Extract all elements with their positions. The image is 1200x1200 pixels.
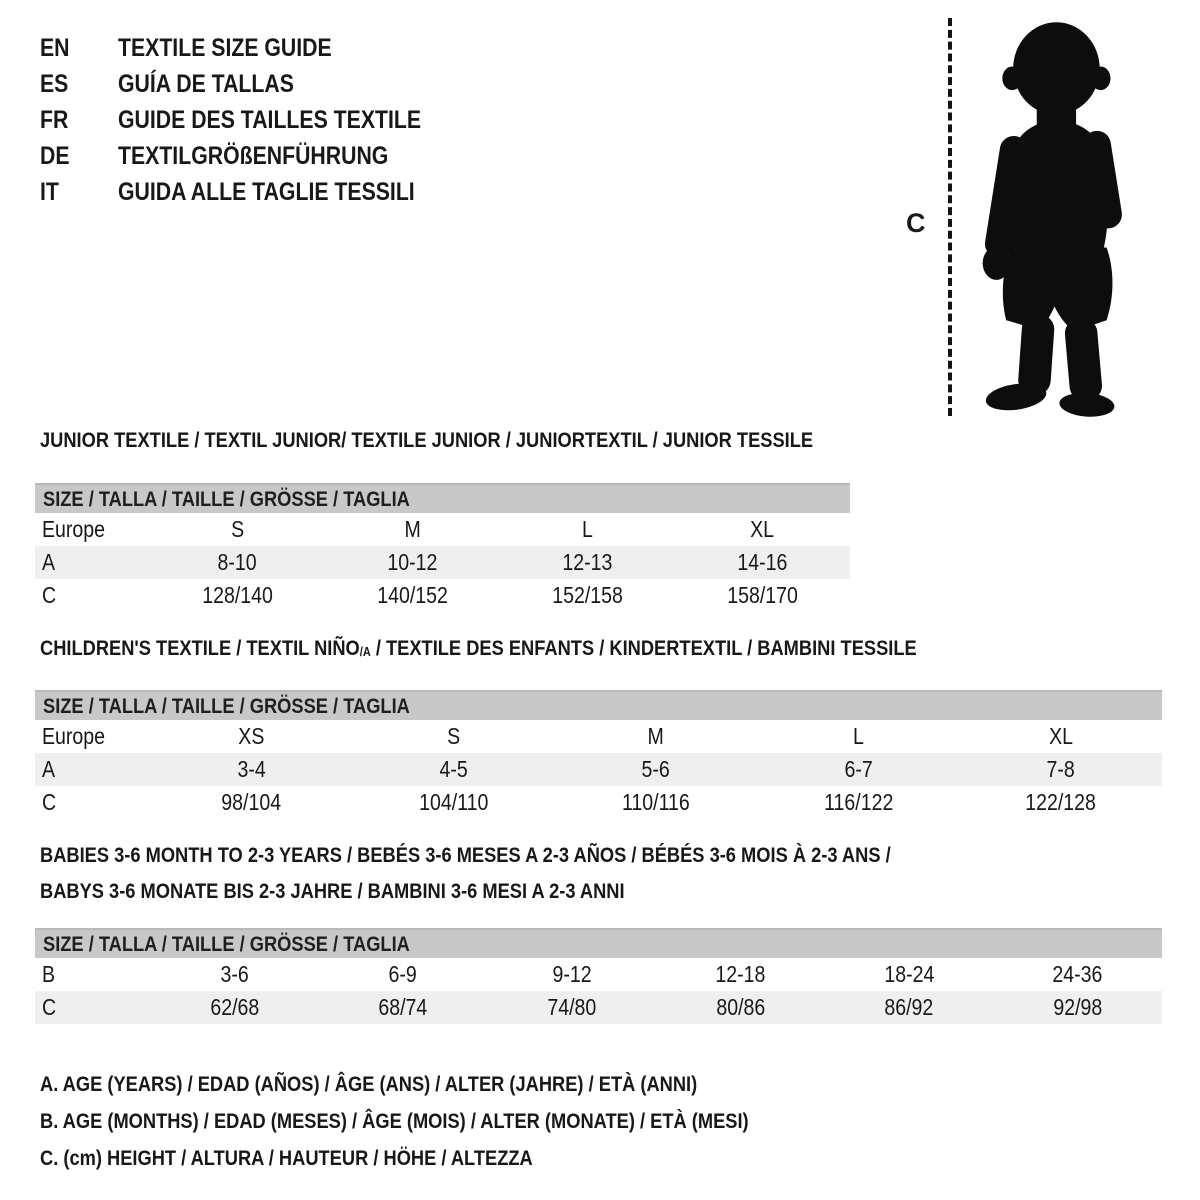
size-cell <box>150 516 325 543</box>
cell-text: 10-12 <box>387 549 438 575</box>
cell-text: 18-24 <box>883 961 934 987</box>
language-title-list <box>40 30 475 210</box>
table-row-height-cm <box>35 991 1162 1024</box>
row-label-text: Europe <box>42 723 106 749</box>
cell-text: S <box>447 723 461 749</box>
size-cell <box>960 723 1162 750</box>
size-cell <box>150 723 352 750</box>
cell-text: 14-16 <box>737 549 788 575</box>
cell-text: 68/74 <box>378 994 428 1020</box>
lang-row-fr <box>40 102 475 138</box>
cell-text: 6-7 <box>844 756 873 782</box>
size-header-bar <box>35 483 850 513</box>
age-cell <box>352 756 554 783</box>
height-cell <box>825 994 994 1021</box>
height-cell <box>500 582 675 609</box>
row-label-text: Europe <box>42 516 106 542</box>
lang-code <box>40 34 118 63</box>
table-row-europe <box>35 720 1162 753</box>
children-title-post: / TEXTILE DES ENFANTS / KINDERTEXTIL / BAMBINI TESSILE <box>370 636 917 660</box>
row-label <box>35 961 150 988</box>
table-row-height-cm <box>35 786 1162 819</box>
size-header-text: SIZE / TALLA / TAILLE / GRÖSSE / TAGLIA <box>43 486 410 511</box>
cell-text: 62/68 <box>209 994 259 1020</box>
height-cell <box>555 789 757 816</box>
height-cell <box>150 994 319 1021</box>
cell-text: 6-9 <box>388 961 418 987</box>
size-cell <box>325 516 500 543</box>
row-label-text: C <box>42 789 57 815</box>
size-cell <box>757 723 959 750</box>
legend-text: C. (cm) HEIGHT / ALTURA / HAUTEUR / HÖHE / ALTEZZA <box>40 1146 533 1170</box>
legend-age-years <box>40 1066 874 1103</box>
table-row-age-months <box>35 958 1162 991</box>
age-cell <box>993 961 1162 988</box>
age-cell <box>325 549 500 576</box>
age-cell <box>555 756 757 783</box>
row-label <box>35 723 150 750</box>
legend <box>40 1066 874 1177</box>
table-row-age-years <box>35 753 1162 786</box>
cell-text: S <box>230 516 245 542</box>
height-cell <box>675 582 850 609</box>
cell-text: 80/86 <box>715 994 765 1020</box>
junior-size-table <box>35 483 850 612</box>
cell-text: M <box>647 723 665 749</box>
children-section-title <box>40 636 1071 661</box>
height-cell <box>352 789 554 816</box>
cell-text: 5-6 <box>641 756 671 782</box>
lang-label <box>118 34 369 63</box>
cell-text: 12-13 <box>562 549 613 575</box>
children-title-text <box>40 636 917 661</box>
baby-silhouette-icon <box>963 14 1140 418</box>
legend-age-months <box>40 1103 874 1140</box>
cell-text: 12-18 <box>715 961 766 987</box>
cell-text: 116/122 <box>823 789 894 815</box>
lang-code <box>40 106 118 135</box>
lang-row-es <box>40 66 475 102</box>
height-marker-label: C <box>906 208 926 238</box>
lang-label-text: TEXTILE SIZE GUIDE <box>118 33 332 62</box>
cell-text: 110/116 <box>622 789 690 815</box>
cell-text: 9-12 <box>552 961 592 987</box>
cell-text: 7-8 <box>1046 756 1075 782</box>
age-cell <box>150 756 352 783</box>
cell-text: 158/170 <box>727 582 798 608</box>
cell-text: 140/152 <box>377 582 448 608</box>
height-cell <box>150 582 325 609</box>
size-header-bar <box>35 928 1162 958</box>
height-dash-line <box>948 18 952 416</box>
height-cell <box>325 582 500 609</box>
lang-label <box>118 178 467 207</box>
height-cell <box>487 994 656 1021</box>
size-cell <box>555 723 757 750</box>
junior-title-text: JUNIOR TEXTILE / TEXTIL JUNIOR/ TEXTILE JUNIOR / JUNIORTEXTIL / JUNIOR TESSILE <box>40 428 814 452</box>
cell-text: L <box>582 516 593 542</box>
lang-row-de <box>40 138 475 174</box>
children-size-table <box>35 690 1162 819</box>
age-cell <box>487 961 656 988</box>
legend-text: A. AGE (YEARS) / EDAD (AÑOS) / ÂGE (ANS) / ALTER (JAHRE) / ETÀ (ANNI) <box>40 1072 698 1096</box>
lang-code-text: IT <box>40 177 59 206</box>
lang-label <box>118 70 325 99</box>
children-title-sub: /A <box>359 643 371 659</box>
lang-row-en <box>40 30 475 66</box>
row-label-text: B <box>42 961 56 987</box>
age-cell <box>675 549 850 576</box>
junior-section-title <box>40 428 950 453</box>
age-cell <box>319 961 488 988</box>
row-label-text: C <box>42 994 57 1020</box>
cell-text: 122/128 <box>1025 789 1097 815</box>
size-cell <box>352 723 554 750</box>
babies-title-text-2: BABYS 3-6 MONATE BIS 2-3 JAHRE / BAMBINI 3-6 MESI A 2-3 ANNI <box>40 879 625 903</box>
lang-label <box>118 142 436 171</box>
age-cell <box>500 549 675 576</box>
cell-text: 104/110 <box>418 789 489 815</box>
babies-title-text-1: BABIES 3-6 MONTH TO 2-3 YEARS / BEBÉS 3-6 MESES A 2-3 AÑOS / BÉBÉS 3-6 MOIS À 2-3 ANS / <box>40 843 891 867</box>
row-label <box>35 789 150 816</box>
cell-text: XL <box>1048 723 1073 749</box>
row-label-text: C <box>42 582 57 608</box>
height-cell <box>319 994 488 1021</box>
age-cell <box>150 549 325 576</box>
cell-text: 4-5 <box>439 756 468 782</box>
height-cell <box>993 994 1162 1021</box>
babies-section-title-line2 <box>40 879 728 904</box>
cell-text: 86/92 <box>884 994 934 1020</box>
lang-code-text: EN <box>40 33 70 62</box>
row-label <box>35 756 150 783</box>
table-row-europe <box>35 513 850 546</box>
height-cell <box>656 994 825 1021</box>
cell-text: 8-10 <box>217 549 258 575</box>
row-label-text: A <box>42 756 56 782</box>
age-cell <box>825 961 994 988</box>
height-cell <box>150 789 352 816</box>
age-cell <box>150 961 319 988</box>
cell-text: 92/98 <box>1053 994 1103 1020</box>
size-header-bar <box>35 690 1162 720</box>
lang-label-text: TEXTILGRÖßENFÜHRUNG <box>118 141 389 170</box>
table-row-height-cm <box>35 579 850 612</box>
age-cell <box>960 756 1162 783</box>
size-cell <box>500 516 675 543</box>
cell-text: 3-4 <box>237 756 266 782</box>
size-header-text: SIZE / TALLA / TAILLE / GRÖSSE / TAGLIA <box>43 931 410 956</box>
lang-label-text: GUIDA ALLE TAGLIE TESSILI <box>118 177 415 206</box>
lang-code-text: DE <box>40 141 70 170</box>
lang-label <box>118 106 475 135</box>
lang-code <box>40 178 118 207</box>
lang-code-text: ES <box>40 69 69 98</box>
cell-text: 24-36 <box>1052 961 1103 987</box>
cell-text: XS <box>238 723 265 749</box>
cell-text: 128/140 <box>202 582 273 608</box>
cell-text: L <box>852 723 864 749</box>
cell-text: 152/158 <box>552 582 623 608</box>
babies-section-title-line1 <box>40 843 1041 868</box>
cell-text: XL <box>750 516 775 542</box>
lang-label-text: GUIDE DES TAILLES TEXTILE <box>118 105 422 134</box>
size-cell <box>675 516 850 543</box>
lang-code <box>40 70 118 99</box>
legend-height-cm <box>40 1140 874 1177</box>
row-label <box>35 549 150 576</box>
row-label-text: A <box>42 549 56 575</box>
row-label <box>35 516 150 543</box>
row-label <box>35 994 150 1021</box>
cell-text: 74/80 <box>547 994 597 1020</box>
height-cell <box>757 789 959 816</box>
cell-text: 3-6 <box>220 961 249 987</box>
table-row-age-years <box>35 546 850 579</box>
babies-size-table <box>35 928 1162 1024</box>
children-title-pre: CHILDREN'S TEXTILE / TEXTIL NIÑO <box>40 636 360 660</box>
lang-code-text: FR <box>40 105 69 134</box>
cell-text: 98/104 <box>221 789 282 815</box>
cell-text: M <box>404 516 421 542</box>
age-cell <box>757 756 959 783</box>
lang-label-text: GUÍA DE TALLAS <box>118 69 294 98</box>
legend-text: B. AGE (MONTHS) / EDAD (MESES) / ÂGE (MOIS) / ALTER (MONATE) / ETÀ (MESI) <box>40 1109 749 1133</box>
lang-row-it <box>40 174 475 210</box>
row-label <box>35 582 150 609</box>
age-cell <box>656 961 825 988</box>
height-cell <box>960 789 1162 816</box>
size-header-text: SIZE / TALLA / TAILLE / GRÖSSE / TAGLIA <box>43 693 410 718</box>
lang-code <box>40 142 118 171</box>
